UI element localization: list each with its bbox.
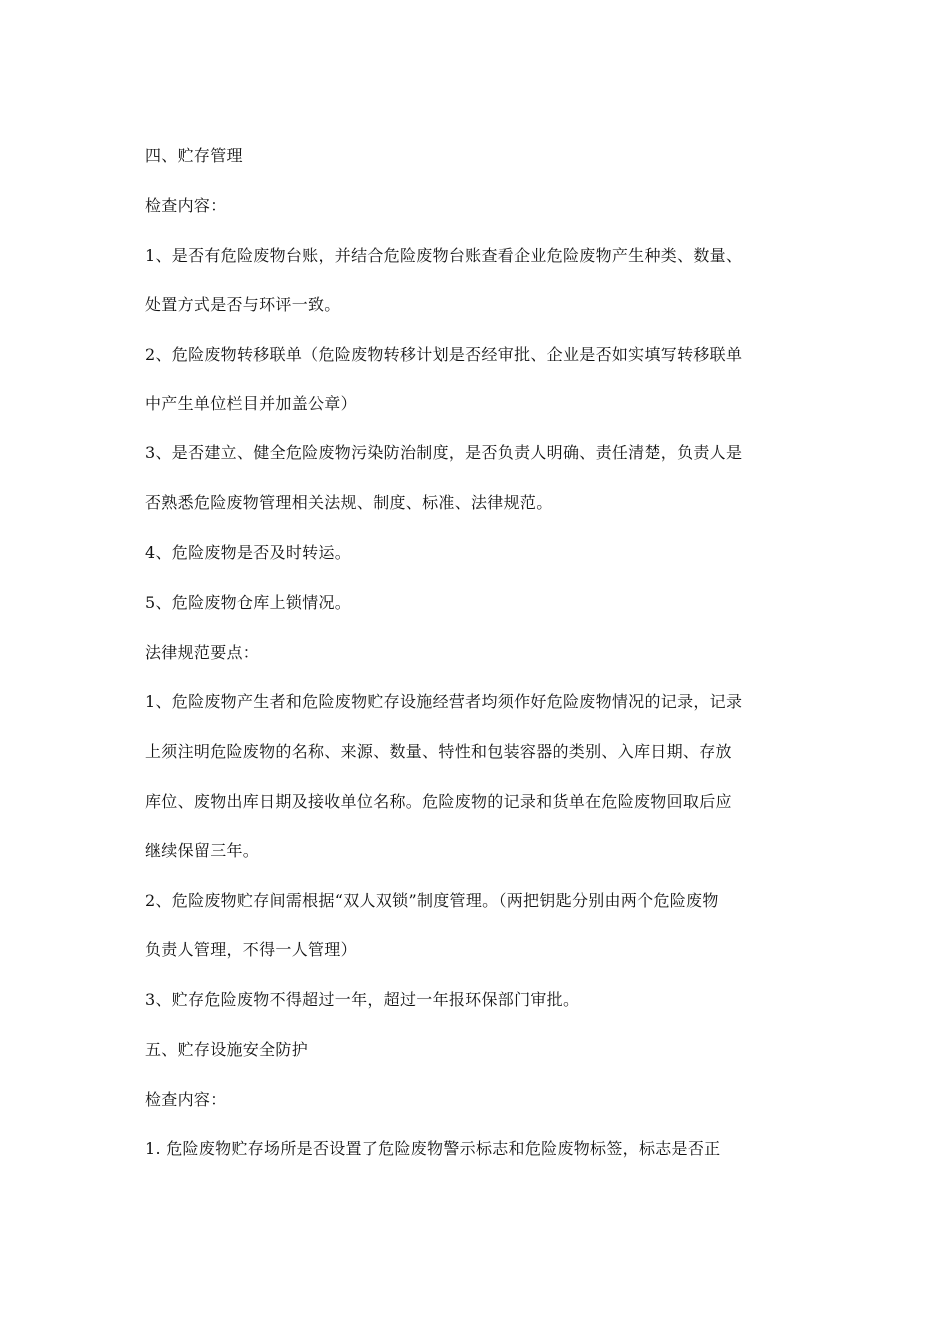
paragraph-line: 5、危险废物仓库上锁情况。 bbox=[145, 593, 352, 612]
paragraph-line: 4、危险废物是否及时转运。 bbox=[145, 543, 352, 562]
paragraph-line: 处置方式是否与环评一致。 bbox=[145, 295, 341, 314]
subheading-legal-points: 法律规范要点： bbox=[145, 643, 260, 662]
section-heading-storage-management: 四、贮存管理 bbox=[145, 146, 243, 165]
paragraph-line: 库位、废物出库日期及接收单位名称。危险废物的记录和货单在危险废物回取后应 bbox=[145, 792, 732, 811]
paragraph-line: 1、是否有危险废物台账，并结合危险废物台账查看企业危险废物产生种类、数量、 bbox=[145, 246, 743, 265]
paragraph-line: 2、危险废物贮存间需根据“双人双锁”制度管理。（两把钥匙分别由两个危险废物 bbox=[145, 891, 719, 910]
paragraph-line: 否熟悉危险废物管理相关法规、制度、标准、法律规范。 bbox=[145, 493, 553, 512]
paragraph-line: 2、危险废物转移联单（危险废物转移计划是否经审批、企业是否如实填写转移联单 bbox=[145, 345, 743, 364]
paragraph-line: 1、危险废物产生者和危险废物贮存设施经营者均须作好危险废物情况的记录，记录 bbox=[145, 692, 743, 711]
paragraph-line: 3、是否建立、健全危险废物污染防治制度，是否负责人明确、责任清楚，负责人是 bbox=[145, 443, 743, 462]
paragraph-line: 上须注明危险废物的名称、来源、数量、特性和包装容器的类别、入库日期、存放 bbox=[145, 742, 732, 761]
subheading-inspection-content: 检查内容： bbox=[145, 196, 227, 215]
section-heading-storage-safety: 五、贮存设施安全防护 bbox=[145, 1040, 309, 1059]
paragraph-line: 负责人管理，不得一人管理） bbox=[145, 940, 357, 959]
subheading-inspection-content: 检查内容： bbox=[145, 1090, 227, 1109]
paragraph-line: 1. 危险废物贮存场所是否设置了危险废物警示标志和危险废物标签，标志是否正 bbox=[145, 1139, 721, 1158]
paragraph-line: 中产生单位栏目并加盖公章） bbox=[145, 394, 357, 413]
paragraph-line: 继续保留三年。 bbox=[145, 841, 260, 860]
paragraph-line: 3、贮存危险废物不得超过一年，超过一年报环保部门审批。 bbox=[145, 990, 580, 1009]
